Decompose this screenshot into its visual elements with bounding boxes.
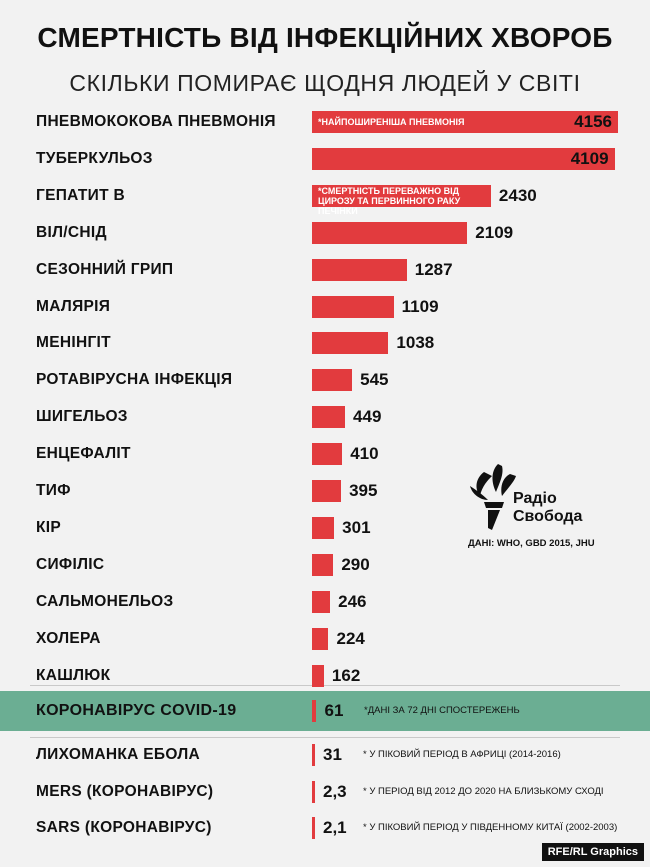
category-label: СЕЗОННИЙ ГРИП [36,260,174,278]
annotation-note: *НАЙПОШИРЕНІША ПНЕВМОНІЯ [318,117,465,127]
value-label: 2430 [498,185,537,205]
value-label: 410 [350,444,379,464]
category-label: ГЕПАТИТ B [36,186,125,204]
bar [312,222,467,244]
chart-title: СМЕРТНІСТЬ ВІД ІНФЕКЦІЙНИХ ХВОРОБ [37,22,613,53]
value-label: 545 [360,370,389,390]
category-label: ТУБЕРКУЛЬОЗ [36,149,153,167]
value-label: 1109 [401,296,439,316]
category-label: ТИФ [36,482,71,499]
logo-line2: Свобода [513,508,583,525]
annotation-note: *СМЕРТНІСТЬ ПЕРЕВАЖНО ВІД ЦИРОЗУ ТА ПЕРВИННОГО РАКУ ПЕЧІНКИ [318,185,461,216]
bar [312,406,345,428]
value-label: 31 [323,745,342,764]
value-label: 301 [342,517,371,537]
category-label: ПНЕВМОКОКОВА ПНЕВМОНІЯ [36,113,276,130]
category-label: SARS (КОРОНАВІРУС) [36,819,212,836]
value-label: 4156 [574,112,612,131]
value-label: 2,1 [323,818,347,837]
annotation-note: * У ПІКОВИЙ ПЕРІОД В АФРИЦІ (2014-2016) [363,749,561,760]
category-label: СИФІЛІС [36,555,105,573]
bar [312,296,394,318]
category-label: МАЛЯРІЯ [36,297,111,315]
bar [312,443,342,465]
annotation-note: * У ПЕРІОД ВІД 2012 ДО 2020 НА БЛИЗЬКОМУ СХОДІ [363,786,604,797]
value-label: 61 [324,701,344,720]
value-label: 2109 [475,222,514,242]
bar [312,554,333,576]
bar [312,591,330,613]
bar [312,517,334,539]
value-label: 449 [353,407,382,427]
bar [312,781,315,803]
annotation-note: *ДАНІ ЗА 72 ДНІ СПОСТЕРЕЖЕНЬ [364,705,520,716]
bar [312,628,328,650]
value-label: 290 [341,554,370,574]
value-label: 162 [331,665,361,685]
category-label: РОТАВІРУСНА ІНФЕКЦІЯ [36,371,233,389]
category-label: ВІЛ/СНІД [36,223,107,241]
value-label: 1038 [396,333,435,353]
category-label: КОРОНАВІРУС COVID-19 [36,702,237,719]
value-label: 246 [338,591,367,611]
category-label: ШИГЕЛЬОЗ [36,408,128,426]
bar [312,744,315,766]
category-label: КАШЛЮК [36,666,111,684]
annotation-note: * У ПІКОВИЙ ПЕРІОД У ПІВДЕННОМУ КИТАЇ (2002-2003) [363,822,618,833]
value-label: 395 [349,481,378,500]
value-label: 2,3 [323,782,347,801]
bar [312,817,315,839]
category-label: ХОЛЕРА [36,629,101,647]
logo-text [513,490,582,526]
data-source: ДАНІ: WHO, GBD 2015, JHU [468,538,595,549]
value-label: 1287 [414,259,453,279]
logo-line1: Радіо [513,490,557,507]
category-label: КІР [36,518,62,536]
category-label: САЛЬМОНЕЛЬОЗ [36,592,174,610]
category-label: ЕНЦЕФАЛІТ [36,445,131,463]
bar [312,369,352,391]
bar [312,480,341,502]
chart-subtitle: СКІЛЬКИ ПОМИРАЄ ЩОДНЯ ЛЮДЕЙ У СВІТІ [69,70,581,96]
bar [312,665,324,687]
category-label: МЕНІНГІТ [36,334,111,352]
value-label: 4109 [570,148,609,168]
bar [312,259,407,281]
bar [312,332,388,354]
category-label: MERS (КОРОНАВІРУС) [36,783,214,800]
bar [312,700,316,722]
category-label: ЛИХОМАНКА ЕБОЛА [36,746,200,763]
graphics-credit: RFE/RL Graphics [542,843,644,861]
value-label: 224 [336,628,365,648]
